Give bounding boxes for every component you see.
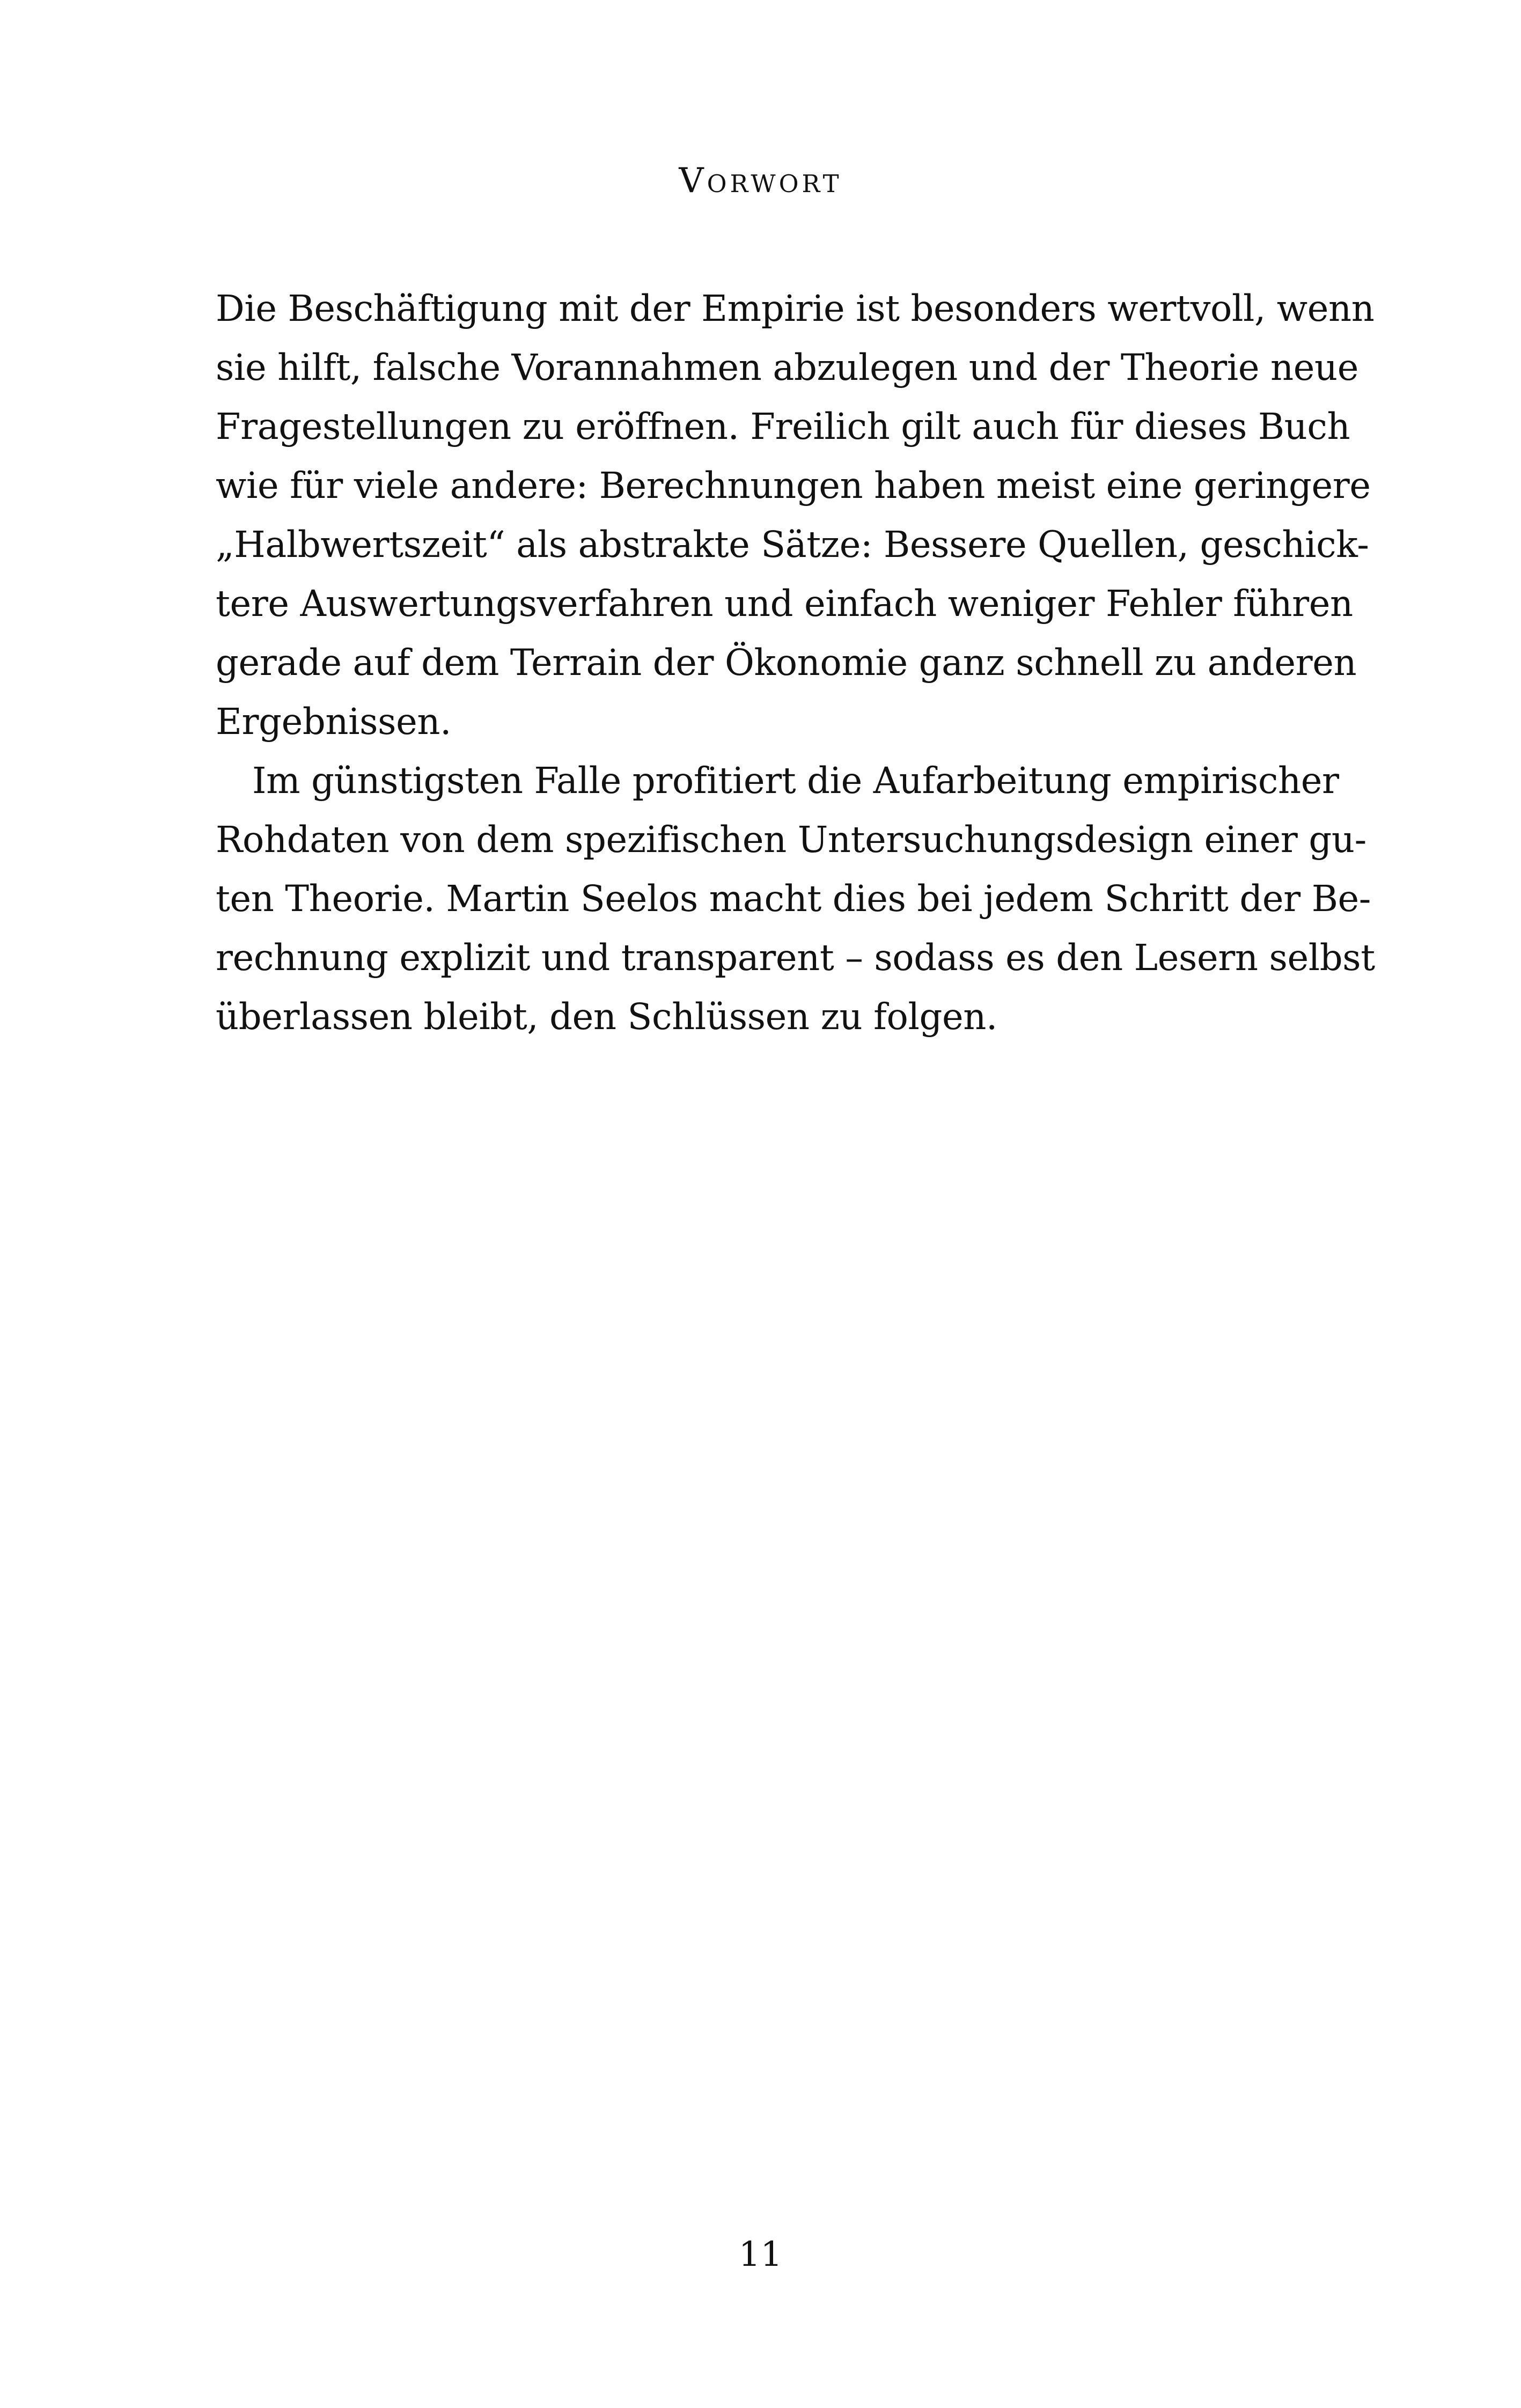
body-text <box>216 279 1375 1046</box>
paragraph-1 <box>216 279 1375 751</box>
text-line: gerade auf dem Terrain der Ökonomie ganz schnell zu anderen <box>216 642 1357 684</box>
running-head: Vorwort <box>679 161 842 201</box>
text-line: Im günstigsten Falle profitiert die Aufarbeitung empirischer <box>252 760 1339 802</box>
text-line: sie hilft, falsche Vorannahmen abzulegen und der Theorie neue <box>216 347 1358 388</box>
text-line: überlassen bleibt, den Schlüssen zu folgen. <box>216 996 997 1038</box>
text-line: wie für viele andere: Berechnungen haben meist eine geringere <box>216 465 1371 506</box>
page-number: 11 <box>738 2235 783 2274</box>
text-line: ten Theorie. Martin Seelos macht dies bei jedem Schritt der Be- <box>216 878 1371 920</box>
text-line: tere Auswertungsverfahren und einfach weniger Fehler führen <box>216 583 1353 625</box>
text-line: Ergebnissen. <box>216 701 452 743</box>
text-line: Die Beschäftigung mit der Empirie ist besonders wertvoll, wenn <box>216 288 1375 329</box>
text-line: rechnung explizit und transparent – sodass es den Lesern selbst <box>216 937 1375 979</box>
text-line: Rohdaten von dem spezifischen Untersuchungsdesign einer gu- <box>216 819 1366 861</box>
text-line: „Halbwertszeit“ als abstrakte Sätze: Bessere Quellen, geschick- <box>216 524 1369 566</box>
paragraph-2 <box>216 751 1375 1046</box>
text-line: Fragestellungen zu eröffnen. Freilich gilt auch für dieses Buch <box>216 406 1350 447</box>
